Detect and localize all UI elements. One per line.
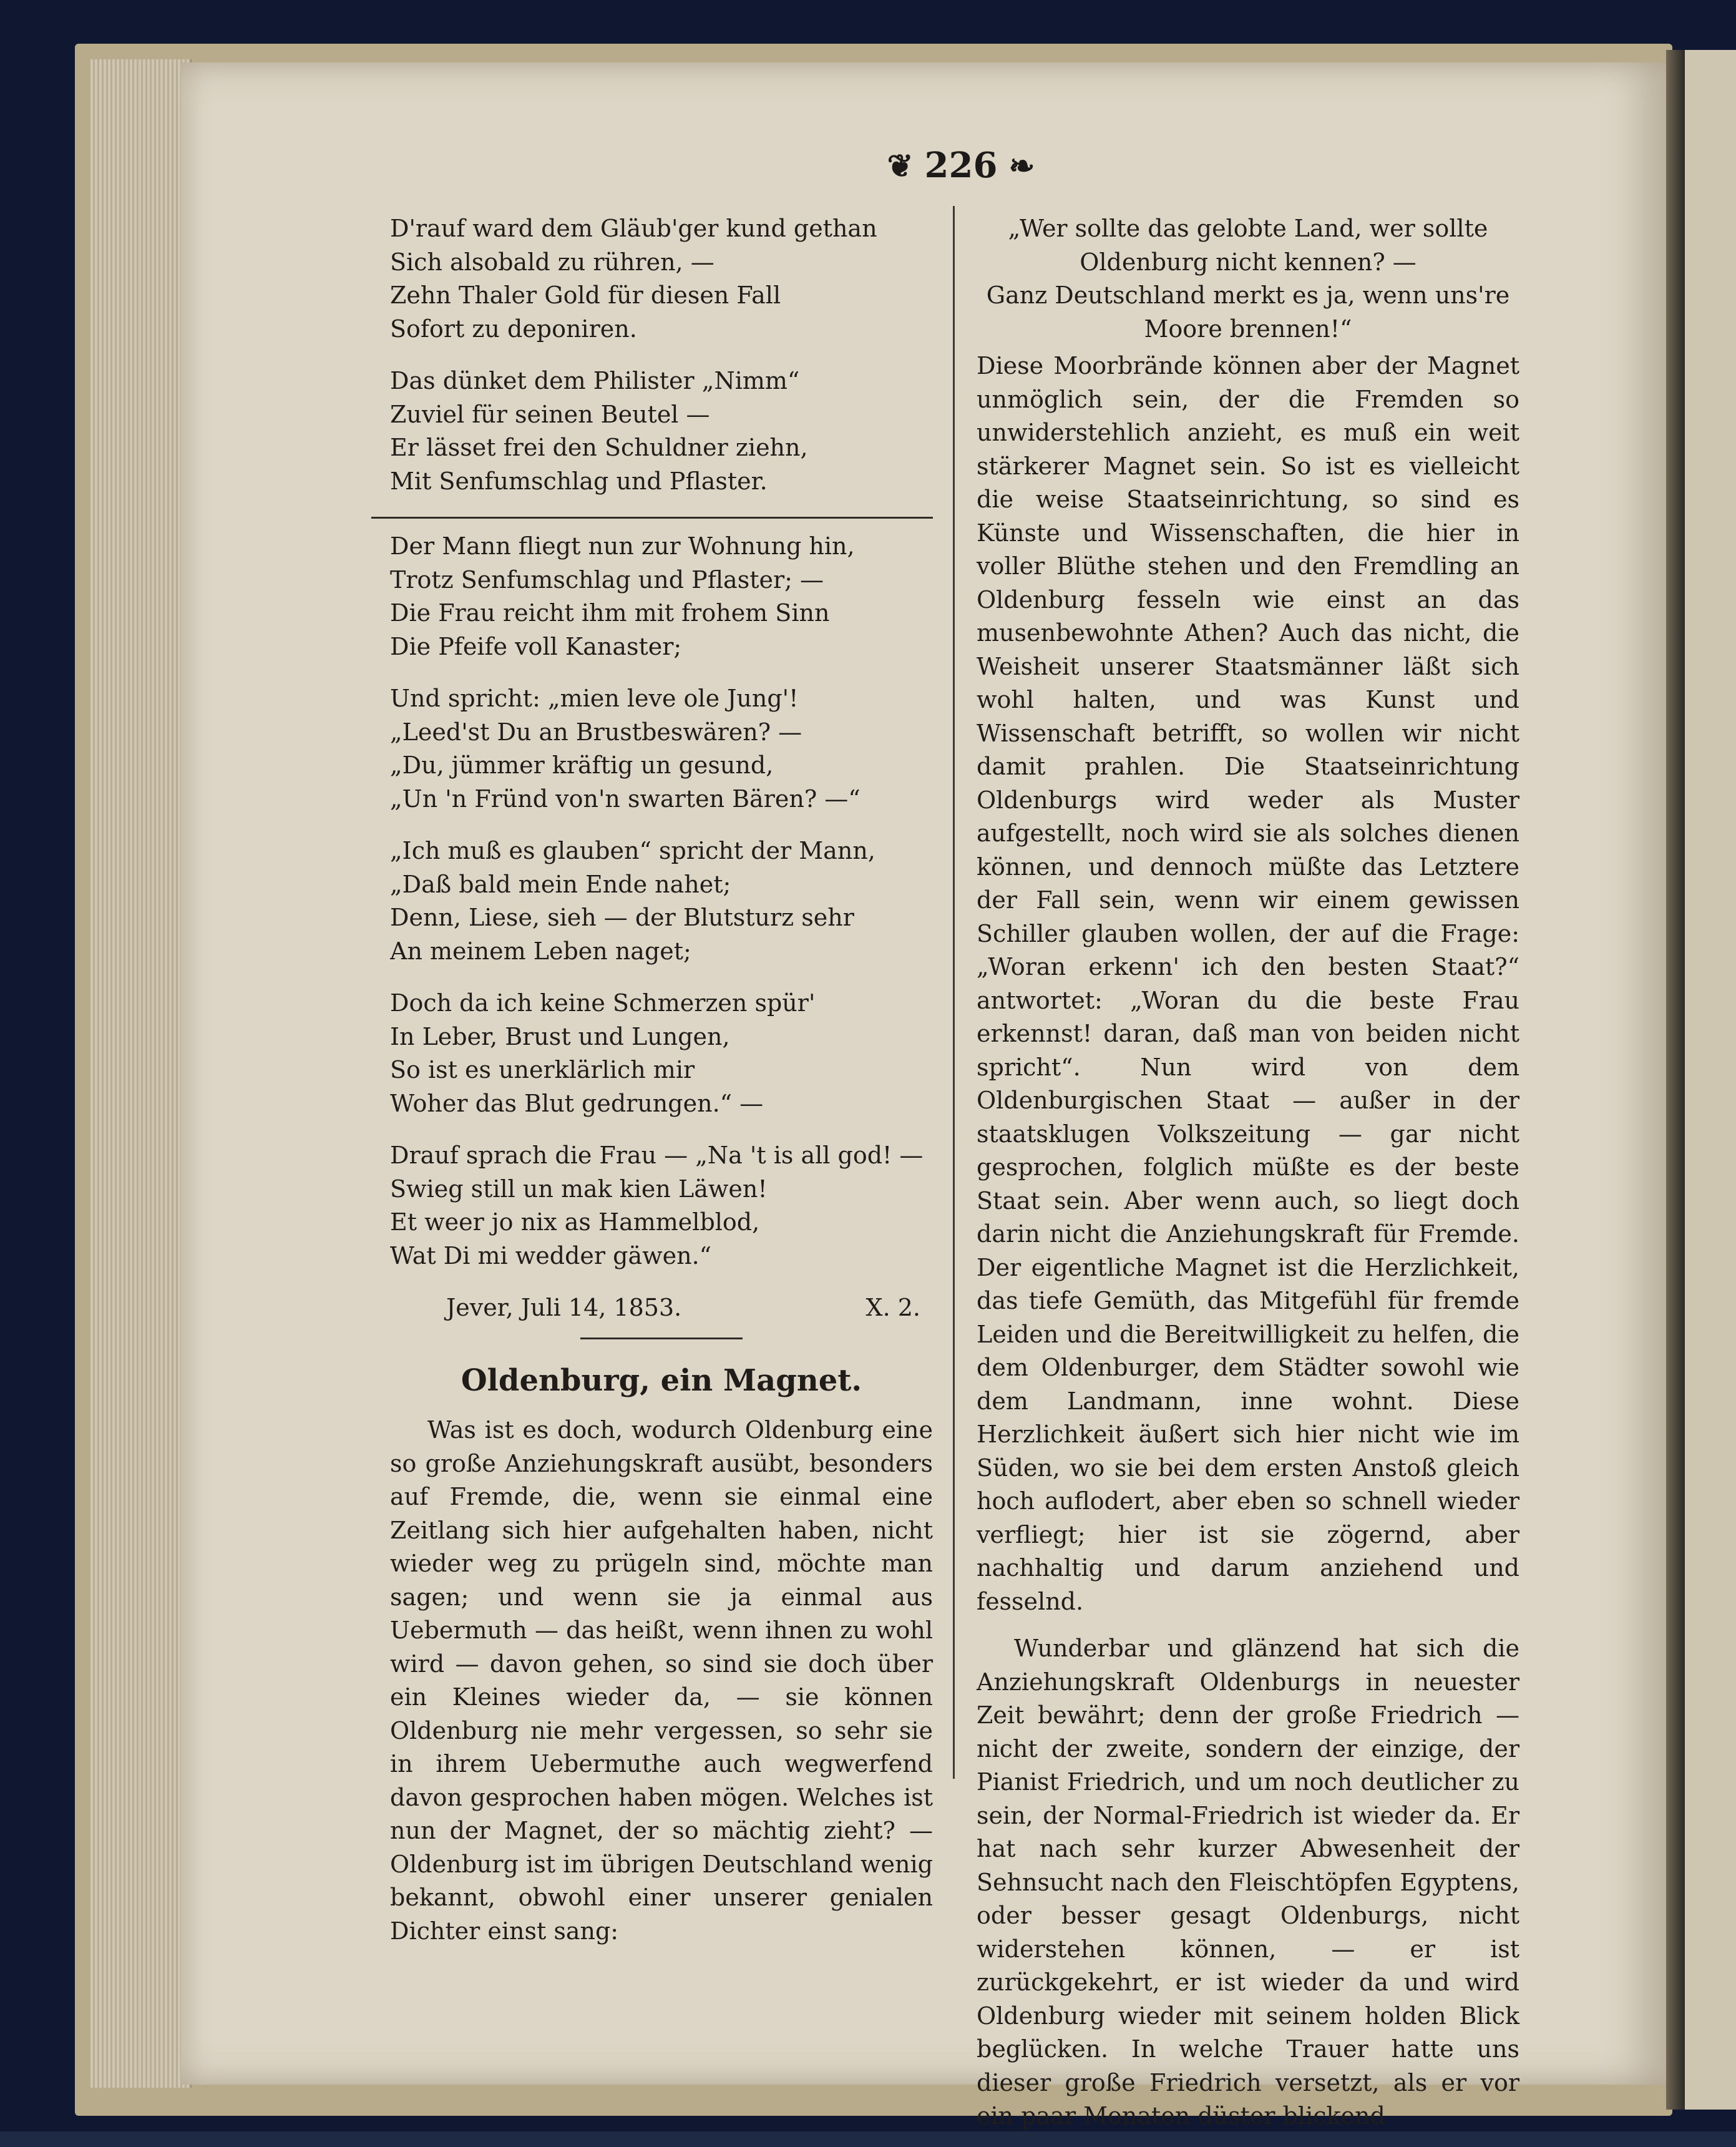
poem-stanza	[390, 682, 933, 816]
poem-stanza	[390, 530, 933, 663]
quote-line: „Wer sollte das gelobte Land, wer sollte Oldenburg nicht kennen? —	[1008, 215, 1488, 276]
book-gutter	[1666, 50, 1685, 2110]
poem-line: D'rauf ward dem Gläub'ger kund gethan	[390, 215, 877, 242]
short-divider	[580, 1338, 743, 1339]
poem-line: Et weer jo nix as Hammelblod,	[390, 1208, 760, 1236]
signoff-author: X. 2.	[866, 1294, 920, 1321]
page-header	[842, 140, 1080, 190]
poem-signoff	[390, 1291, 933, 1325]
right-column	[977, 212, 1519, 2147]
poem-line: Und spricht: „mien leve ole Jung'!	[390, 685, 799, 712]
poem-line: Der Mann fliegt nun zur Wohnung hin,	[390, 532, 855, 560]
poem-line: Zehn Thaler Gold für diesen Fall	[390, 281, 781, 309]
poem-line: „Daß bald mein Ende nahet;	[390, 870, 731, 898]
poem-line: Das dünket dem Philister „Nimm“	[390, 367, 800, 394]
poem-stanzas	[390, 530, 933, 1273]
poem-line: So ist es unerklärlich mir	[390, 1056, 695, 1083]
poem-stanza	[390, 987, 933, 1120]
poem-line: Mit Senfumschlag und Pflaster.	[390, 467, 768, 495]
poem-line: In Leber, Brust und Lungen,	[390, 1022, 730, 1050]
ornament-right-icon: ❧	[1008, 147, 1035, 184]
page-edges	[90, 59, 192, 2088]
poem-stanzas-top	[390, 212, 933, 498]
poem-line: Doch da ich keine Schmerzen spür'	[390, 989, 816, 1017]
article-paragraph: Was ist es doch, wodurch Oldenburg eine so große Anziehungskraft ausübt, besonders auf Fremde, die, wenn sie einmal eine Zeitlang sich hier aufgehalten haben, nicht wieder weg zu prügeln sind, möchte man sagen; und wenn sie ja einmal aus Uebermuth — das heißt, wenn ihnen zu wohl wird — davon gehen, so sind sie doch über ein Kleines wieder da, — sie können Oldenburg nie mehr vergessen, so sehr sie in ihrem Uebermuthe auch wegwerfend davon gesprochen haben mögen. Welches ist nun der Magnet, der so mächtig zieht? — Oldenburg ist im übrigen Deutschland wenig bekannt, obwohl einer unserer genialen Dichter einst sang:	[390, 1416, 933, 1945]
poem-line: Die Pfeife voll Kanaster;	[390, 632, 682, 660]
quote-line: Ganz Deutschland merkt es ja, wenn uns're Moore brennen!“	[986, 281, 1510, 343]
left-column	[390, 212, 933, 1962]
facing-page-edge	[1685, 50, 1736, 2110]
poem-line: „Leed'st Du an Brustbeswären? —	[390, 718, 802, 746]
poem-stanza	[390, 834, 933, 968]
poem-stanza	[390, 1139, 933, 1273]
poem-line: Die Frau reicht ihm mit frohem Sinn	[390, 599, 830, 627]
page-number: 226	[924, 145, 998, 186]
poem-line: Denn, Liese, sieh — der Blutsturz sehr	[390, 904, 854, 931]
poem-line: Er lässet frei den Schuldner ziehn,	[390, 434, 808, 461]
poem-line: Zuviel für seinen Beutel —	[390, 400, 710, 428]
article-title: Oldenburg, ein Magnet.	[461, 1362, 862, 1398]
poem-line: Trotz Senfumschlag und Pflaster; —	[390, 565, 824, 594]
poem-line: „Ich muß es glauben“ spricht der Mann,	[390, 837, 875, 864]
section-rule	[371, 517, 933, 519]
poem-line: Wat Di mi wedder gäwen.“	[390, 1241, 712, 1269]
article-paragraph: Diese Moorbrände können aber der Magnet unmöglich sein, der die Fremden so unwiderstehlich anzieht, es muß ein weit stärkerer Magnet sein. So ist es vielleicht die weise Staatseinrichtung, so sind es Künste und Wissenschaften, die hier in voller Blüthe stehen und den Fremdling an Oldenburg fesseln wie einst an das musenbewohnte Athen? Auch das nicht, die Weisheit unserer Staatsmänner läßt sich wohl halten, und was Kunst und Wissenschaft betrifft, so wollen wir nicht damit prahlen. Die Staatseinrichtung Oldenburgs wird weder als Muster aufgestellt, noch wird sie als solches dienen können, und dennoch müßte das Letztere der Fall sein, wenn wir einem gewissen Schiller glauben wollen, der auf die Frage: „Woran erkenn' ich den besten Staat?“ antwortet: „Woran du die beste Frau erkennst! daran, daß man von beiden nicht spricht“. Nun wird von dem Oldenburgischen Staat — außer in der staatsklugen Volkszeitung — gar nicht gesprochen, folglich müßte es der beste Staat sein. Aber wenn auch, so liegt doch darin nicht die Anziehungskraft für Fremde. Der eigentliche Magnet ist die Herzlichkeit, das tiefe Gemüth, das Mitgefühl für fremde Leiden und die Bereitwilligkeit zu helfen, die dem Oldenburger, dem Städter sowohl wie dem Landmann, inne wohnt. Diese Herzlichkeit äußert sich hier nicht wie im Süden, wo sie bei dem ersten Anstoß gleich hoch auflodert, aber eben so schnell wieder verfliegt; hier ist sie zögernd, aber nachhaltig und darum anziehend und fesselnd.	[977, 352, 1519, 1615]
verse-quote	[977, 212, 1519, 346]
ornament-left-icon: ❦	[887, 147, 914, 184]
column-divider	[953, 206, 955, 1779]
poem-line: „Un 'n Fründ von'n swarten Bären? —“	[390, 785, 861, 813]
poem-line: An meinem Leben naget;	[390, 937, 691, 965]
article-paragraph: Wunderbar und glänzend hat sich die Anziehungskraft Oldenburgs in neuester Zeit bewährt; denn der große Friedrich — nicht der zweite, sondern der einzige, der Pianist Friedrich, und um noch deutlicher zu sein, der Normal-Friedrich ist wieder da. Er hat nach sehr kurzer Abwesenheit der Sehnsucht nach den Fleischtöpfen Egyptens, oder besser gesagt Oldenburgs, nicht widerstehen können, — er ist zurückgekehrt, er ist wieder da und wird Oldenburg wieder mit seinem holden Blick beglücken. In welche Trauer hatte uns dieser große Friedrich versetzt, als er vor ein paar Monaten düster blickend	[977, 1635, 1519, 2130]
poem-line: Drauf sprach die Frau — „Na 't is all god! —	[390, 1142, 924, 1169]
poem-stanza	[390, 364, 933, 498]
poem-line: Swieg still un mak kien Läwen!	[390, 1175, 768, 1203]
poem-line: Woher das Blut gedrungen.“ —	[390, 1089, 764, 1117]
poem-line: Sofort zu deponiren.	[390, 315, 637, 343]
poem-line: „Du, jümmer kräftig un gesund,	[390, 751, 774, 779]
signoff-place-date: Jever, Juli 14, 1853.	[446, 1294, 682, 1321]
poem-stanza	[390, 212, 933, 346]
poem-line: Sich alsobald zu rühren, —	[390, 248, 714, 276]
